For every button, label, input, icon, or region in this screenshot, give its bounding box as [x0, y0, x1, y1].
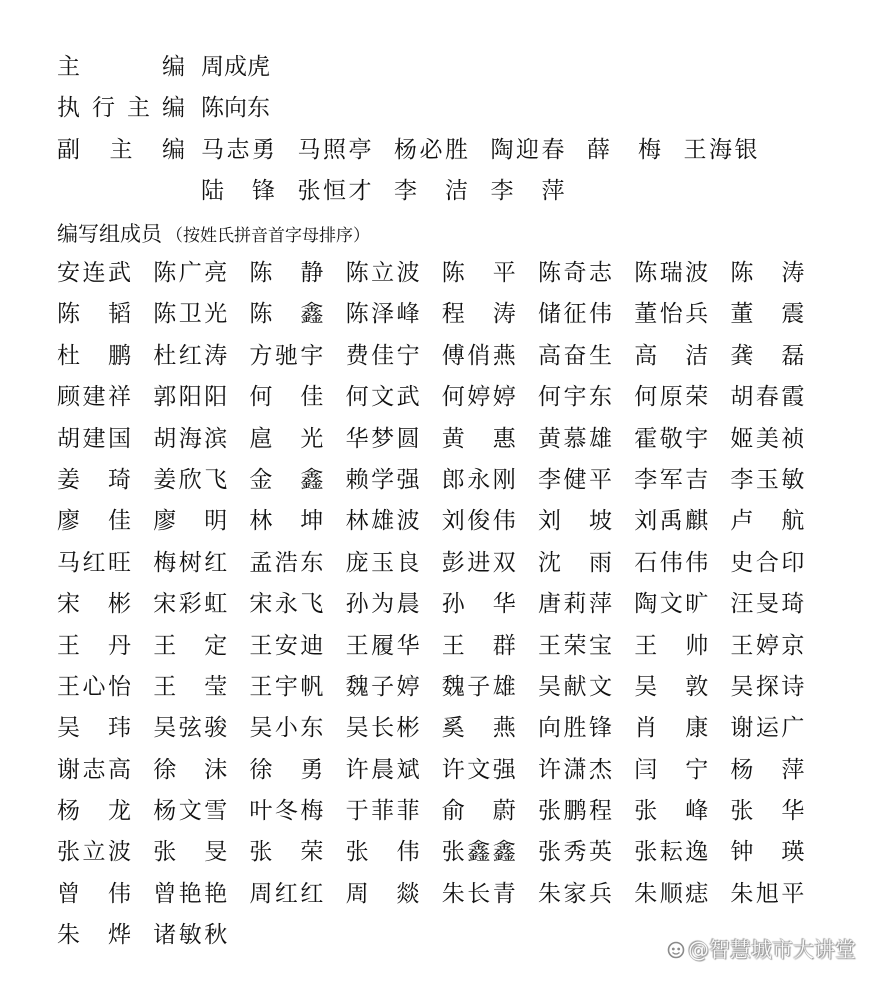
- member-name: 于 菲 菲: [345, 798, 420, 825]
- member-name: 唐 莉 萍: [538, 591, 612, 618]
- member-name: 李 军 吉: [634, 466, 709, 493]
- member-name: 王 群: [441, 632, 516, 659]
- member-name: 黄 慕 雄: [538, 425, 612, 452]
- member-name: 俞 蔚: [441, 798, 516, 825]
- executive-editor-label: [57, 91, 185, 125]
- member-name: 张 耘 逸: [634, 839, 709, 866]
- member-name: 张 立 波: [57, 839, 131, 866]
- member-name: 梅 树 红: [153, 549, 228, 576]
- member-name: 杨 龙: [57, 798, 131, 825]
- associate-editor-name: 陶 迎 春: [490, 137, 565, 163]
- member-name: 王 莹: [153, 673, 228, 700]
- member-row: [57, 422, 817, 463]
- member-name: 廖 佳: [57, 508, 131, 535]
- executive-editor-label-char: 行: [92, 95, 115, 121]
- member-name: 朱 家 兵: [538, 880, 612, 907]
- member-name: 叶 冬 梅: [249, 798, 324, 825]
- member-name: 李 玉 敏: [730, 466, 805, 493]
- associate-editor-name: 李 萍: [490, 178, 565, 204]
- member-name: 黄 惠: [441, 425, 516, 452]
- member-name: 卢 航: [730, 508, 805, 535]
- chief-editor-label-char: 编: [162, 54, 185, 80]
- member-name: 肖 康: [634, 715, 709, 742]
- member-name: 张 鹏 程: [538, 798, 612, 825]
- member-name: 龚 磊: [730, 342, 805, 369]
- member-name: 傅 俏 燕: [441, 342, 516, 369]
- associate-editors-label-char: 副: [57, 137, 80, 163]
- member-name: 朱 烨: [57, 922, 131, 949]
- member-name: 孟 浩 东: [249, 549, 324, 576]
- associate-editor-name: 陆 锋: [201, 178, 275, 204]
- executive-editor-label-char: 编: [162, 95, 185, 121]
- member-name: 吴 敦: [634, 673, 709, 700]
- member-name: 高 洁: [634, 342, 709, 369]
- member-name: 姜 欣 飞: [153, 466, 228, 493]
- associate-editor-name: 张 恒 才: [297, 178, 372, 204]
- member-row: [57, 339, 817, 380]
- watermark: [667, 935, 856, 965]
- member-name: 胡 建 国: [57, 425, 131, 452]
- member-row: [57, 794, 817, 835]
- member-name: 王 荣 宝: [538, 632, 612, 659]
- member-name: 许 晨 斌: [345, 756, 420, 783]
- member-name: 孙 华: [441, 591, 516, 618]
- member-row: [57, 877, 817, 918]
- member-row: [57, 670, 817, 711]
- member-name: 陈 泽 峰: [345, 301, 420, 328]
- associate-editors-label-char: 主: [109, 137, 133, 163]
- member-name: 闫 宁: [634, 756, 709, 783]
- member-name: 谢 运 广: [730, 715, 805, 742]
- watermark-text: @智慧城市大讲堂: [688, 938, 856, 962]
- member-name: 曾 艳 艳: [153, 880, 228, 907]
- member-row: [57, 504, 817, 545]
- associate-editor-name: 王 海 银: [683, 137, 758, 163]
- member-name: 林 雄 波: [345, 508, 420, 535]
- member-row: [57, 753, 817, 794]
- associate-editors-label-char: 编: [162, 137, 185, 163]
- member-name: 何 佳: [249, 384, 324, 411]
- member-name: 何 宇 东: [538, 384, 612, 411]
- member-name: 王 帅: [634, 632, 709, 659]
- member-name: 诸 敏 秋: [153, 922, 228, 949]
- member-name: 陈 涛: [730, 260, 805, 286]
- member-name: 费 佳 宁: [345, 342, 420, 369]
- member-name: 方 驰 宇: [249, 342, 324, 369]
- member-name: 杨 文 雪: [153, 798, 228, 825]
- member-name: 何 原 荣: [634, 384, 709, 411]
- member-name: 陈 广 亮: [153, 260, 228, 286]
- member-name: 张 峰: [634, 798, 709, 825]
- member-row: [57, 587, 817, 628]
- member-name: 宋 彬: [57, 591, 131, 618]
- watermark-logo-icon: [667, 941, 685, 959]
- member-name: 胡 海 滨: [153, 425, 228, 452]
- member-name: 朱 旭 平: [730, 880, 805, 907]
- member-name: 王 婷 京: [730, 632, 805, 659]
- member-name: 王 履 华: [345, 632, 420, 659]
- member-name: 吴 弦 骏: [153, 715, 228, 742]
- member-name: 马 红 旺: [57, 549, 131, 576]
- member-name: 陈 鑫: [249, 301, 324, 328]
- member-name: 何 婷 婷: [441, 384, 516, 411]
- member-row: [57, 546, 817, 587]
- member-name: 曾 伟: [57, 880, 131, 907]
- member-name: 吴 小 东: [249, 715, 324, 742]
- members-grid: [57, 256, 817, 960]
- member-name: 胡 春 霞: [730, 384, 805, 411]
- members-sort-note: （按姓氏拼音首字母排序）: [166, 226, 370, 246]
- member-name: 朱 顺 痣: [634, 880, 709, 907]
- member-name: 宋 永 飞: [249, 591, 324, 618]
- member-name: 张 鑫 鑫: [441, 839, 516, 866]
- member-row: [57, 835, 817, 876]
- chief-editor-name: 周成虎: [201, 54, 270, 80]
- executive-editor-label-char: 主: [127, 95, 150, 121]
- member-name: 杨 萍: [730, 756, 805, 783]
- member-row: [57, 256, 817, 297]
- member-name: 何 文 武: [345, 384, 420, 411]
- member-name: 陈 静: [249, 260, 324, 286]
- member-name: 吴 献 文: [538, 673, 612, 700]
- member-name: 奚 燕: [441, 715, 516, 742]
- member-name: 史 合 印: [730, 549, 805, 576]
- member-row: [57, 629, 817, 670]
- member-name: 徐 沫: [153, 756, 228, 783]
- member-name: 陈 平: [441, 260, 516, 286]
- member-name: 吴 玮: [57, 715, 131, 742]
- member-row: [57, 463, 817, 504]
- member-name: 吴 探 诗: [730, 673, 805, 700]
- member-name: 钟 瑛: [730, 839, 805, 866]
- member-name: 刘 俊 伟: [441, 508, 516, 535]
- member-name: 魏 子 婷: [345, 673, 420, 700]
- member-name: 谢 志 高: [57, 756, 131, 783]
- member-name: 李 健 平: [538, 466, 612, 493]
- member-name: 董 怡 兵: [634, 301, 709, 328]
- member-name: 董 震: [730, 301, 805, 328]
- member-name: 王 定: [153, 632, 228, 659]
- member-name: 王 心 怡: [57, 673, 131, 700]
- associate-editor-name: 杨 必 胜: [394, 137, 468, 163]
- executive-editor-label-char: 执: [57, 95, 80, 121]
- member-name: 周 红 红: [249, 880, 324, 907]
- member-name: 张 荣: [249, 839, 324, 866]
- member-name: 刘 坡: [538, 508, 612, 535]
- member-name: 刘 禹 麒: [634, 508, 709, 535]
- member-name: 张 秀 英: [538, 839, 612, 866]
- member-name: 周 燚: [345, 880, 420, 907]
- member-name: 陈 奇 志: [538, 260, 612, 286]
- member-row: [57, 711, 817, 752]
- members-section-title: [57, 218, 370, 250]
- chief-editor-label-char: 主: [57, 54, 80, 80]
- member-name: 王 宇 帆: [249, 673, 324, 700]
- executive-editor-name: 陈向东: [201, 95, 270, 121]
- member-name: 张 旻: [153, 839, 228, 866]
- member-name: 廖 明: [153, 508, 228, 535]
- member-name: 程 涛: [441, 301, 516, 328]
- member-name: 王 丹: [57, 632, 131, 659]
- member-name: 向 胜 锋: [538, 715, 612, 742]
- member-name: 陈 瑞 波: [634, 260, 709, 286]
- member-name: 赖 学 强: [345, 466, 420, 493]
- member-name: 吴 长 彬: [345, 715, 420, 742]
- member-name: 郭 阳 阳: [153, 384, 228, 411]
- member-name: 张 伟: [345, 839, 420, 866]
- member-name: 陈 卫 光: [153, 301, 228, 328]
- member-name: 高 奋 生: [538, 342, 612, 369]
- associate-editors-label: [57, 133, 185, 167]
- chief-editor-label: [57, 50, 185, 84]
- member-name: 沈 雨: [538, 549, 612, 576]
- member-name: 杜 鹏: [57, 342, 131, 369]
- member-name: 许 文 强: [441, 756, 516, 783]
- member-name: 林 坤: [249, 508, 324, 535]
- associate-editor-name: 薛 梅: [587, 137, 661, 163]
- member-name: 许 潇 杰: [538, 756, 612, 783]
- member-name: 陈 立 波: [345, 260, 420, 286]
- member-name: 王 安 迪: [249, 632, 324, 659]
- member-name: 金 鑫: [249, 466, 324, 493]
- member-name: 孙 为 晨: [345, 591, 420, 618]
- associate-editor-name: 马 照 亭: [297, 137, 372, 163]
- associate-editor-name: 李 洁: [394, 178, 468, 204]
- member-name: 朱 长 青: [441, 880, 516, 907]
- member-name: 安 连 武: [57, 260, 131, 286]
- member-name: 魏 子 雄: [441, 673, 516, 700]
- member-name: 庞 玉 良: [345, 549, 420, 576]
- member-row: [57, 380, 817, 421]
- member-name: 霍 敬 宇: [634, 425, 709, 452]
- member-name: 张 华: [730, 798, 805, 825]
- member-name: 储 征 伟: [538, 301, 612, 328]
- member-name: 姬 美 祯: [730, 425, 805, 452]
- associate-editor-name: 马 志 勇: [201, 137, 275, 163]
- member-name: 陶 文 旷: [634, 591, 709, 618]
- member-name: 汪 旻 琦: [730, 591, 805, 618]
- member-name: 彭 进 双: [441, 549, 516, 576]
- member-name: 石 伟 伟: [634, 549, 709, 576]
- member-name: 郎 永 刚: [441, 466, 516, 493]
- member-name: 杜 红 涛: [153, 342, 228, 369]
- member-row: [57, 297, 817, 338]
- member-name: 徐 勇: [249, 756, 324, 783]
- member-name: 华 梦 圆: [345, 425, 420, 452]
- member-name: 姜 琦: [57, 466, 131, 493]
- member-name: 陈 韬: [57, 301, 131, 328]
- members-title: 编写组成员: [57, 222, 162, 246]
- member-name: 顾 建 祥: [57, 384, 131, 411]
- member-name: 扈 光: [249, 425, 324, 452]
- member-name: 宋 彩 虹: [153, 591, 228, 618]
